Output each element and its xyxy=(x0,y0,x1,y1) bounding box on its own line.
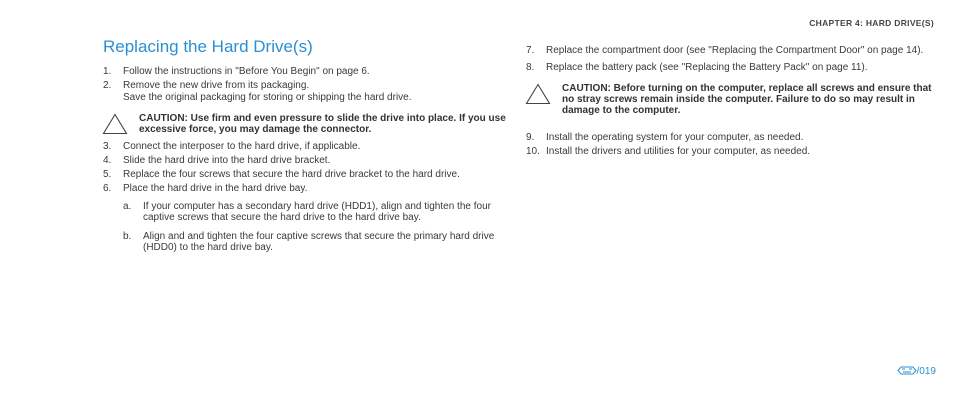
list-item xyxy=(103,169,513,181)
step-text: Slide the hard drive into the hard drive bracket. xyxy=(123,155,331,166)
list-item xyxy=(526,132,936,144)
step-text: Replace the four screws that secure the hard drive bracket to the hard drive. xyxy=(123,169,460,180)
list-item xyxy=(103,66,513,78)
page-title: Replacing the Hard Drive(s) xyxy=(103,37,313,56)
step-text: Replace the compartment door (see "Replacing the Compartment Door" on page 14). xyxy=(546,45,924,56)
step-text: Remove the new drive from its packaging. xyxy=(123,80,310,91)
step-text: Place the hard drive in the hard drive bay. xyxy=(123,183,308,194)
step-text: Install the operating system for your computer, as needed. xyxy=(546,132,804,143)
warning-triangle-icon xyxy=(102,113,128,135)
right-column xyxy=(526,45,936,160)
substep-letter: b. xyxy=(123,230,132,242)
list-item xyxy=(526,45,936,57)
caution-note xyxy=(526,83,936,116)
substep-text: Align and and tighten the four captive screws that secure the primary hard drive (HDD0) to the hard drive bay. xyxy=(143,230,495,253)
alienware-logo-icon xyxy=(897,366,917,375)
list-item xyxy=(103,80,513,103)
chapter-header: CHAPTER 4: HARD DRIVE(S) xyxy=(809,18,934,28)
left-column xyxy=(103,66,513,261)
list-item xyxy=(103,183,513,195)
page-footer xyxy=(897,366,936,377)
caution-note xyxy=(103,113,513,135)
substep-item xyxy=(103,201,513,224)
step-number: 6. xyxy=(103,183,112,194)
substep-letter: a. xyxy=(123,200,132,212)
step-number: 8. xyxy=(526,61,535,73)
step-text-secondary: Save the original packaging for storing or shipping the hard drive. xyxy=(123,91,412,103)
page-number: /019 xyxy=(916,366,936,377)
step-text: Connect the interposer to the hard drive, if applicable. xyxy=(123,141,361,152)
step-number: 7. xyxy=(526,45,535,56)
substep-item xyxy=(103,231,513,254)
list-item xyxy=(526,62,936,74)
step-number: 4. xyxy=(103,155,112,166)
step-number: 3. xyxy=(103,141,112,152)
step-text: Replace the battery pack (see "Replacing the Battery Pack" on page 11). xyxy=(546,61,868,73)
step-number: 5. xyxy=(103,169,112,180)
step-number: 9. xyxy=(526,132,535,143)
step-number: 1. xyxy=(103,66,112,77)
substep-text: If your computer has a secondary hard drive (HDD1), align and tighten the four captive screws that secure the hard drive to the hard drive bay. xyxy=(143,200,491,223)
caution-text: CAUTION: Use firm and even pressure to slide the drive into place. If you use excessive force, you may damage the connector. xyxy=(139,113,506,135)
step-text: Follow the instructions in "Before You Begin" on page 6. xyxy=(123,66,370,77)
warning-triangle-icon xyxy=(525,83,551,105)
list-item xyxy=(103,155,513,167)
step-text: Install the drivers and utilities for your computer, as needed. xyxy=(546,146,811,157)
list-item xyxy=(103,141,513,153)
caution-text: CAUTION: Before turning on the computer, replace all screws and ensure that no stray screws remain inside the computer. Failure to do so may result in damage to the computer. xyxy=(562,83,932,116)
list-item xyxy=(526,146,936,158)
step-number: 2. xyxy=(103,80,112,91)
step-number: 10. xyxy=(526,146,540,157)
